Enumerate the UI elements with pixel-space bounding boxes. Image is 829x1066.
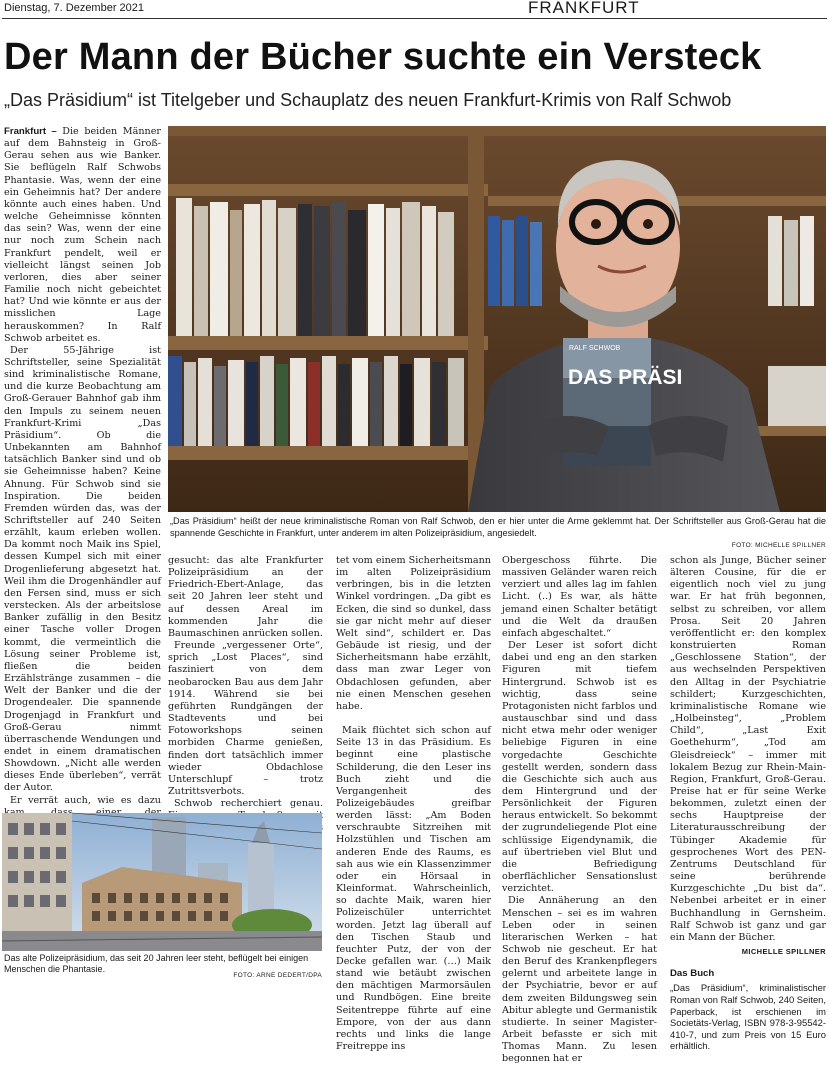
issue-date: Dienstag, 7. Dezember 2021 [4, 2, 145, 14]
infobox-heading: Das Buch [670, 968, 715, 980]
article-column-2 [168, 555, 323, 847]
building-image [2, 813, 322, 951]
article-author: MICHELLE SPILLNER [741, 947, 826, 956]
article-paragraph: Obergeschoss führte. Die massiven Geländer waren reich verziert und alles lag im fahlen Licht. (..) Es war, als hätte jemand einen Schalter betätigt und die Welt da draußen einfach abgeschaltet.“ [502, 555, 657, 639]
article-paragraph: Er verrät auch, wie es dazu [10, 794, 161, 806]
article-column-5 [670, 555, 826, 1052]
article-column-3 [336, 555, 491, 1053]
article-paragraph: gesucht: das alte Frankfurter Polizeipräsidium an der Friedrich-Ebert-Anlage, das seit 20 Jahren leer steht und auf dessen Areal im kommenden Jahr die Baumaschinen anrücken sollen. [168, 555, 323, 639]
main-photo-caption: „Das Präsidium“ heißt der neue kriminalistische Roman von Ralf Schwob, den er hier unter die Arme geklemmt hat. Der Schriftsteller aus Groß-Gerau hat die spannende Geschichte in Frankfurt, unter anderem im alten Polizeipräsidium, angesiedelt. [170, 516, 826, 538]
article-paragraph: Die Annäherung an den Menschen – sei es im wahren Leben oder in seinen literarischen Werken – hat Schwob nie gescheut. Er hat den Beruf des Krankenpflegers gelernt und arbeitete lange in der Psychiatrie, bevor er auf dem zweiten Bildungsweg sein Abitur ablegte und Germanistik studierte. In seiner Magister-Arbeit befasste er sich mit Thomas Mann. Zu lesen begonnen hat er [502, 895, 657, 1065]
article-paragraph: Der Leser ist sofort dicht dabei und eng an den starken Figuren mit tiefem Hintergrund. Schwob ist es wichtig, dass seine Protagonisten nicht farblos und austauschbar sind und dass nicht etwa mehr oder weniger beliebige Figuren in eine vorgedachte Geschichte gestellt werden, sondern dass die Geschichte sich auch aus dem Hintergrund und der Persönlichkeit der Figuren heraus entwickelt. So bekommt der zugrundeliegende Plot eine schlüssige Eigendynamik, die auf übertrieben viel Blut und die Befriedigung oberflächlicher Sensationslust verzichtet. [502, 640, 657, 895]
article-paragraph: Frankfurt – Die beiden Männer auf dem Bahnsteig in Groß-Gerau sehen aus wie Banker. Sie beflügeln Ralf Schwobs Phantasie. Was, wenn der eine ein Geheimnis hat? Der andere könnte auch eines haben. Und welche Geheimnisse könnten das sein? Was, wenn der eine nur noch zum Schein nach Frankfurt pendelt, weil er vielleicht längst seinen Job verloren, dies aber seiner Familie noch nicht gebeichtet hat? Und wie könnte er aus der misslichen Lage herauskommen? In Ralf Schwob arbeitet es. [4, 126, 161, 344]
small-photo-credit: FOTO: ARNE DEDERT/DPA [233, 972, 322, 979]
article-paragraph: tet vom einem Sicherheitsmann im alten Polizeipräsidium verbringen, bis in die letzten Winkel vordringen. „Da gibt es Ecken, die sind so dunkel, dass sie gar nicht mehr auf dieser Welt sind“, schildert er. Das Gebäude ist riesig, und der Sicherheitsmann habe erzählt, dass man zwar Leger von Obdachlosen gefunden, aber nie einen Menschen gesehen habe. [336, 555, 491, 712]
bookshelf-portrait-image [168, 126, 826, 512]
police-headquarters-photo [2, 813, 322, 951]
book-cover-title: DAS PRÄSI [568, 366, 683, 389]
article-paragraph: schon als Junge, Bücher seiner älteren Cousine, für die er eigentlich noch viel zu jung war. Er hat früh begonnen, selbst zu schreiben, vor allem Prosa. Seit 20 Jahren veröffentlicht er: den komplex konstruierten Roman „Geschlossene Station“, der aus wechselnden Perspektiven den Alltag in der Psychiatrie schildert; Kurzgeschichten, kriminalistische Romane wie „Holbeinsteg“, „Problem Child“, „Last Exit Goethehurm“, „Tod am Gleisdreieck“ – immer mit lokalem Bezug zur Rhein-Main-Region, Frankfurt, Groß-Gerau. Preise hat er für seine Werke bekommen, zuletzt einen der sechs Hauptpreise der Literaturausschreibung der Tübinger Akademie für gesprochenes Wort des PEN-Zentrums Deutschland für seine berührende Kurzgeschichte „Du bist da“. Nebenbei arbeitet er in einer Buchhandlung in Gernsheim. Ralf Schwob ist ganz und gar ein Mann der Bücher. [670, 555, 826, 943]
article-column-1 [4, 126, 161, 904]
article-column-4 [502, 555, 657, 1066]
book-cover-author: RALF SCHWOB [569, 345, 621, 352]
headline: Der Mann der Bücher suchte ein Versteck [4, 36, 762, 78]
infobox-text: „Das Präsidium“, kriminalistischer Roman von Ralf Schwob, 240 Seiten, Paperback, ist erschienen im Societäts-Verlag, ISBN 978-3-95542-410-7, und zum Preis von 15 Euro erhältlich. [670, 982, 826, 1052]
main-photo [168, 126, 826, 512]
article-paragraph: Schwob recherchiert genau. [174, 798, 323, 810]
article-paragraph: Der 55-Jährige ist Schriftsteller, seine Spezialität sind kriminalistische Romane, und die kurze Beobachtung am Groß-Gerauer Bahnhof gab ihm den Impuls zu seinem neuen Frankfurt-Krimi „Das Präsidium“. Ob die Unbekannten am Bahnhof tatsächlich Banker sind und ob sie Geheimnisse haben? Keine Ahnung. Für Schwob sind sie Inspiration. Die beiden Fremden würden das, was der Schriftsteller auf 240 Seiten erzählt, kaum erleben wollen. Da kommt noch Maik ins Spiel, dessen Kumpel sich mit einer Drogenlieferung abgesetzt hat. Weil ihm die Drogenhändler auf den Fersen sind, muss er sich verstecken. Als der arbeitslose Banker zufällig in den Besitz einer Tasche voller Drogen kommt, die vermeintlich die Lösung seiner Probleme ist, fließen die beiden Erzählstränge zusammen – die Welt der Banker und die der Drogendealer. Die spannende Drogenjagd in Frankfurt und Groß-Gerau nimmt überraschende Wendungen und endet in einem dramatischen Showdown. „Nicht alle werden dieses Ende überleben“, verrät der Autor. [4, 344, 161, 794]
small-photo-caption: Das alte Polizeipräsidium, das seit 20 Jahren leer steht, beflügelt bei einigen Menschen die Phantasie. [4, 953, 309, 974]
subheadline: „Das Präsidium“ ist Titelgeber und Schauplatz des neuen Frankfurt-Krimis von Ralf Schwob [4, 90, 732, 110]
main-photo-credit: FOTO: MICHELLE SPILLNER [731, 542, 826, 549]
article-paragraph: Freunde „vergessener Orte“, sprich „Lost Places“, sind fasziniert von dem neobarocken Bau aus dem Jahr 1914. Während sie bei geführten Rundgängen der Stadtevents und bei Fotoworkshops seinen morbiden Charme genießen, finden dort tatsächlich immer wieder Obdachlose Unterschlupf – trotz Zutrittsverbots. [168, 640, 323, 797]
article-paragraph: Maik flüchtet sich schon auf Seite 13 in das Präsidium. Es beginnt eine plastische Schilderung, die den Leser ins Buch zieht und die Vergangenheit des Polizeigebäudes greifbar werden lässt: „Am Boden verschraubte Sitzreihen mit Holzstühlen und Tischen am anderen Ende des Raums, es sah aus wie ein Klassenzimmer oder ein Hörsaal in Kleinformat. Wahrscheinlich, so dachte Maik, waren hier Polizeischüler unterrichtet worden. Jetzt lag überall auf den Tischen Staub und feuchter Putz, der von der Decke gefallen war. (…) Maik stand wie betäubt zwischen den mächtigen Marmorsäulen und Rundbögen. Eine breite Seitentreppe führte auf eine Empore, von der aus dann rechts und links die lange Freitreppe ins [336, 725, 491, 1053]
header-rule [2, 18, 827, 19]
dateline: Frankfurt – [4, 126, 57, 137]
section-name: FRANKFURT [528, 0, 640, 17]
